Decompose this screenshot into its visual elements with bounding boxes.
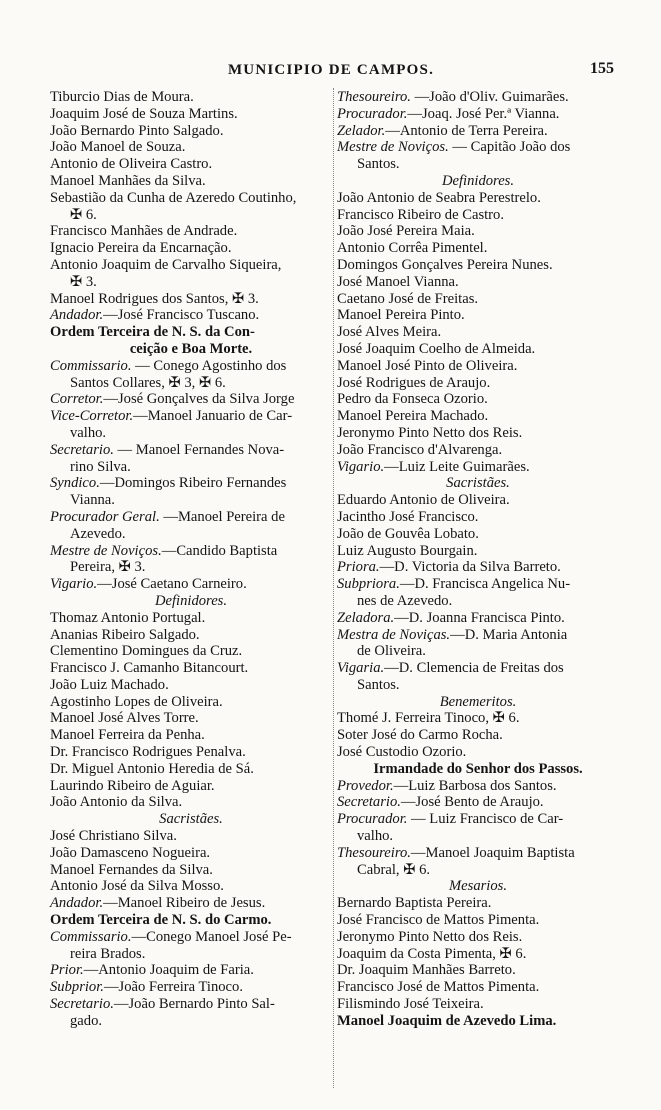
line-text: José Christiano Silva. (50, 828, 177, 845)
line-text: Manoel Pereira Machado. (337, 408, 489, 425)
line-text: Manoel José Pinto de Oliveira. (337, 357, 518, 374)
line-text: rino Silva. (70, 458, 131, 475)
line-text: ✠ 3. (70, 273, 97, 290)
text-line (50, 207, 332, 224)
office-title: Secretario. (50, 996, 114, 1013)
text-line (50, 173, 332, 190)
line-text: —Conego Manoel José Pe- (131, 928, 292, 945)
line-text: —José Caetano Carneiro. (97, 576, 247, 593)
line-text: Ordem Terceira de N. S. da Con- (50, 324, 255, 341)
text-line (337, 845, 619, 862)
text-line (50, 123, 332, 140)
text-line (337, 475, 619, 492)
line-text: Francisco Ribeiro de Castro. (337, 206, 504, 223)
text-line (337, 291, 619, 308)
text-line (50, 627, 332, 644)
text-line (337, 375, 619, 392)
line-text: Francisco J. Camanho Bitancourt. (50, 660, 249, 677)
office-title: Mestra de Noviças. (337, 626, 451, 643)
line-text: João José Pereira Maia. (337, 223, 475, 240)
line-text: ✠ 6. (70, 206, 97, 223)
line-text: João Antonio da Silva. (50, 794, 183, 811)
line-text: Azevedo. (70, 525, 126, 542)
line-text: Joaquim da Costa Pimenta, ✠ 6. (337, 945, 527, 962)
text-line (337, 425, 619, 442)
line-text: nes de Azevedo. (357, 592, 453, 609)
text-line (50, 979, 332, 996)
text-line (337, 929, 619, 946)
line-text: Francisco Manhães de Andrade. (50, 223, 238, 240)
text-line (50, 828, 332, 845)
text-line (337, 207, 619, 224)
page-number: 155 (590, 60, 614, 77)
line-text: —Candido Baptista (161, 542, 278, 559)
text-line (50, 291, 332, 308)
line-text: Antonio Joaquim de Carvalho Siqueira, (50, 256, 282, 273)
text-line (50, 727, 332, 744)
line-text: Manoel Joaquim de Azevedo Lima. (337, 1012, 557, 1029)
line-text: José Alves Meira. (337, 324, 442, 341)
line-text: —D. Maria Antonia (450, 626, 568, 643)
text-line (337, 828, 619, 845)
line-text: Eduardo Antonio de Oliveira. (337, 492, 510, 509)
line-text: Manoel Manhães da Silva. (50, 172, 206, 189)
text-line (337, 660, 619, 677)
line-text: Antonio José da Silva Mosso. (50, 878, 224, 895)
line-text: Antonio de Oliveira Castro. (50, 156, 213, 173)
text-line (337, 593, 619, 610)
text-line (50, 358, 332, 375)
text-line (50, 1013, 332, 1030)
office-title: Procurador. (337, 105, 408, 122)
line-text: —Antonio de Terra Pereira. (385, 122, 548, 139)
text-line (337, 1013, 619, 1030)
line-text: — Luiz Francisco de Car- (407, 811, 564, 828)
text-line (337, 610, 619, 627)
text-line (337, 459, 619, 476)
text-line (337, 156, 619, 173)
line-text: Ignacio Pereira da Encarnação. (50, 240, 232, 257)
text-line (337, 543, 619, 560)
line-text: João Bernardo Pinto Salgado. (50, 122, 224, 139)
office-title: Secretario. (337, 794, 401, 811)
office-title: Priora. (337, 559, 380, 576)
office-title: Procurador Geral. (50, 508, 160, 525)
line-text: gado. (70, 1012, 103, 1029)
text-line (50, 442, 332, 459)
text-line (337, 139, 619, 156)
office-title: Commissario. (50, 928, 132, 945)
text-line (337, 324, 619, 341)
line-text: Sacristães. (159, 811, 223, 828)
line-text: —Manoel Ribeiro de Jesus. (103, 895, 266, 912)
text-line (337, 123, 619, 140)
line-text: —Manoel Joaquim Baptista (410, 844, 575, 861)
line-text: Manoel Rodrigues dos Santos, ✠ 3. (50, 290, 259, 307)
line-text: —D. Clemencia de Freitas dos (384, 660, 564, 677)
text-line (50, 677, 332, 694)
text-line (337, 257, 619, 274)
text-line (50, 878, 332, 895)
office-title: Mestre de Noviços. (50, 542, 162, 559)
line-text: —Manoel Januario de Car- (133, 408, 293, 425)
line-text: Cabral, ✠ 6. (357, 861, 431, 878)
line-text: valho. (70, 424, 107, 441)
text-line (337, 996, 619, 1013)
line-text: Ordem Terceira de N. S. do Carmo. (50, 912, 272, 929)
text-line (50, 576, 332, 593)
line-text: Santos. (357, 156, 400, 173)
text-line (337, 442, 619, 459)
office-title: Subprior. (50, 979, 104, 996)
column-divider (333, 88, 334, 1088)
line-text: Benemeritos. (439, 693, 517, 710)
office-title: Vigario. (50, 576, 98, 593)
line-text: Joaquim José de Souza Martins. (50, 105, 238, 122)
left-column (50, 89, 332, 1030)
text-line (337, 744, 619, 761)
text-line (337, 979, 619, 996)
text-line (337, 509, 619, 526)
text-line (337, 106, 619, 123)
office-title: Zeladora. (337, 609, 395, 626)
line-text: Pereira, ✠ 3. (70, 559, 146, 576)
line-text: Santos. (357, 676, 400, 693)
line-text: José Custodio Ozorio. (337, 744, 467, 761)
line-text: Ananias Ribeiro Salgado. (50, 626, 200, 643)
line-text: — Capitão João dos (448, 139, 571, 156)
line-text: Caetano José de Freitas. (337, 290, 479, 307)
line-text: João Antonio de Seabra Perestrelo. (337, 189, 541, 206)
text-line (337, 895, 619, 912)
line-text: —Domingos Ribeiro Fernandes (99, 475, 287, 492)
text-line (50, 660, 332, 677)
line-text: ceição e Boa Morte. (129, 340, 253, 357)
text-line (50, 996, 332, 1013)
text-line (50, 324, 332, 341)
line-text: Dr. Francisco Rodrigues Penalva. (50, 744, 246, 761)
text-line (337, 274, 619, 291)
office-title: Commissario. (50, 357, 132, 374)
line-text: Jacintho José Francisco. (337, 508, 479, 525)
line-text: Luiz Augusto Bourgain. (337, 542, 478, 559)
line-text: — Conego Agostinho dos (131, 357, 287, 374)
text-line (50, 408, 332, 425)
office-title: Vigaria. (337, 660, 385, 677)
line-text: reira Brados. (70, 945, 146, 962)
line-text: —João Bernardo Pinto Sal- (113, 996, 275, 1013)
right-column (337, 89, 619, 1030)
line-text: Clementino Domingues da Cruz. (50, 643, 243, 660)
office-title: Corretor. (50, 391, 104, 408)
text-line (50, 895, 332, 912)
text-line (50, 559, 332, 576)
line-text: Definidores. (154, 592, 227, 609)
text-line (337, 492, 619, 509)
line-text: Filismindo José Teixeira. (337, 996, 484, 1013)
line-text: João Damasceno Nogueira. (50, 844, 211, 861)
line-text: Definidores. (441, 172, 514, 189)
text-line (337, 878, 619, 895)
line-text: Laurindo Ribeiro de Aguiar. (50, 777, 215, 794)
text-line (50, 946, 332, 963)
line-text: —José Francisco Tuscano. (103, 307, 260, 324)
line-text: Manoel Pereira Pinto. (337, 307, 465, 324)
text-line (337, 778, 619, 795)
text-line (50, 425, 332, 442)
text-line (50, 492, 332, 509)
text-line (337, 391, 619, 408)
line-text: Bernardo Baptista Pereira. (337, 895, 492, 912)
line-text: —José Bento de Araujo. (400, 794, 544, 811)
text-line (50, 694, 332, 711)
line-text: João de Gouvêa Lobato. (337, 525, 479, 542)
text-line (50, 391, 332, 408)
text-line (50, 862, 332, 879)
text-line (337, 89, 619, 106)
line-text: João Francisco d'Alvarenga. (337, 441, 503, 458)
line-text: —D. Victoria da Silva Barreto. (379, 559, 561, 576)
line-text: Tiburcio Dias de Moura. (50, 89, 194, 105)
line-text: José Rodrigues de Araujo. (337, 374, 491, 391)
text-line (337, 358, 619, 375)
text-line (50, 761, 332, 778)
text-line (50, 156, 332, 173)
line-text: Manoel Ferreira da Penha. (50, 727, 205, 744)
text-line (50, 459, 332, 476)
text-line (50, 190, 332, 207)
line-text: Thomaz Antonio Portugal. (50, 609, 206, 626)
text-line (50, 223, 332, 240)
text-line (50, 643, 332, 660)
text-line (50, 710, 332, 727)
office-title: Thesoureiro. (337, 89, 411, 105)
text-line (50, 794, 332, 811)
line-text: Jeronymo Pinto Netto dos Reis. (337, 424, 523, 441)
text-line (337, 761, 619, 778)
line-text: —José Gonçalves da Silva Jorge (103, 391, 295, 408)
text-line (337, 962, 619, 979)
line-text: Jeronymo Pinto Netto dos Reis. (337, 928, 523, 945)
office-title: Provedor. (337, 777, 394, 794)
text-line (50, 610, 332, 627)
text-line (337, 811, 619, 828)
line-text: —Manoel Pereira de (159, 508, 285, 525)
line-text: Antonio Corrêa Pimentel. (337, 240, 488, 257)
text-line (337, 946, 619, 963)
line-text: João Luiz Machado. (50, 676, 169, 693)
text-line (337, 576, 619, 593)
line-text: Thomé J. Ferreira Tinoco, ✠ 6. (337, 710, 520, 727)
office-title: Vigario. (337, 458, 385, 475)
text-line (337, 559, 619, 576)
page-title: MUNICIPIO DE CAMPOS. (227, 62, 435, 78)
page-header (48, 60, 614, 84)
line-text: —Luiz Barbosa dos Santos. (393, 777, 557, 794)
text-line (50, 845, 332, 862)
office-title: Secretario. (50, 441, 114, 458)
line-text: Mesarios. (449, 878, 507, 895)
line-text: José Francisco de Mattos Pimenta. (337, 912, 540, 929)
line-text: —Luiz Leite Guimarães. (384, 458, 530, 475)
line-text: João Manoel de Souza. (50, 139, 186, 156)
text-line (337, 190, 619, 207)
line-text: Domingos Gonçalves Pereira Nunes. (337, 256, 553, 273)
line-text: Francisco José de Mattos Pimenta. (337, 979, 540, 996)
office-title: Andador. (50, 895, 104, 912)
text-line (337, 912, 619, 929)
text-line (50, 257, 332, 274)
office-title: Thesoureiro. (337, 844, 411, 861)
line-text: —João Ferreira Tinoco. (103, 979, 243, 996)
text-line (50, 240, 332, 257)
line-text: Sacristães. (446, 475, 510, 492)
office-title: Vice-Corretor. (50, 408, 134, 425)
text-line (337, 341, 619, 358)
text-line (337, 643, 619, 660)
text-line (50, 593, 332, 610)
line-text: Soter José do Carmo Rocha. (337, 727, 503, 744)
text-line (337, 862, 619, 879)
office-title: Prior. (50, 962, 84, 979)
text-line (337, 223, 619, 240)
text-line (50, 526, 332, 543)
text-line (50, 307, 332, 324)
text-line (50, 89, 332, 106)
line-text: Irmandade do Senhor dos Passos. (373, 760, 583, 777)
line-text: Pedro da Fonseca Ozorio. (337, 391, 488, 408)
line-text: —D. Joanna Francisca Pinto. (394, 609, 565, 626)
line-text: Vianna. (70, 492, 115, 509)
line-text: de Oliveira. (357, 643, 426, 660)
office-title: Syndico. (50, 475, 100, 492)
office-title: Mestre de Noviços. (337, 139, 449, 156)
line-text: Agostinho Lopes de Oliveira. (50, 693, 223, 710)
office-title: Procurador. (337, 811, 408, 828)
text-line (50, 475, 332, 492)
line-text: —Joaq. José Per.ª Vianna. (407, 105, 560, 122)
text-line (50, 912, 332, 929)
office-title: Zelador. (337, 122, 386, 139)
text-line (337, 794, 619, 811)
line-text: Dr. Joaquim Manhães Barreto. (337, 962, 516, 979)
line-text: José Manoel Vianna. (337, 273, 459, 290)
text-line (337, 694, 619, 711)
line-text: valho. (357, 828, 394, 845)
text-line (50, 744, 332, 761)
line-text: Manoel Fernandes da Silva. (50, 861, 213, 878)
line-text: — Manoel Fernandes Nova- (113, 441, 285, 458)
text-line (50, 929, 332, 946)
text-line (50, 509, 332, 526)
text-line (50, 962, 332, 979)
text-line (50, 341, 332, 358)
line-text: —Antonio Joaquim de Faria. (83, 962, 254, 979)
text-line (337, 408, 619, 425)
text-line (50, 375, 332, 392)
line-text: Sebastião da Cunha de Azeredo Coutinho, (50, 189, 297, 206)
office-title: Andador. (50, 307, 104, 324)
text-line (50, 106, 332, 123)
text-line (50, 543, 332, 560)
text-line (337, 307, 619, 324)
text-line (337, 173, 619, 190)
line-text: José Joaquim Coelho de Almeida. (337, 340, 536, 357)
line-text: Manoel José Alves Torre. (50, 710, 199, 727)
line-text: —João d'Oliv. Guimarães. (410, 89, 569, 105)
text-line (50, 274, 332, 291)
text-line (50, 811, 332, 828)
line-text: Dr. Miguel Antonio Heredia de Sá. (50, 760, 254, 777)
text-line (50, 778, 332, 795)
text-line (337, 627, 619, 644)
line-text: —D. Francisca Angelica Nu- (399, 576, 571, 593)
text-line (337, 677, 619, 694)
text-line (337, 526, 619, 543)
office-title: Subpriora. (337, 576, 400, 593)
text-line (337, 710, 619, 727)
line-text: Santos Collares, ✠ 3, ✠ 6. (70, 374, 226, 391)
text-line (337, 727, 619, 744)
text-line (337, 240, 619, 257)
text-line (50, 139, 332, 156)
